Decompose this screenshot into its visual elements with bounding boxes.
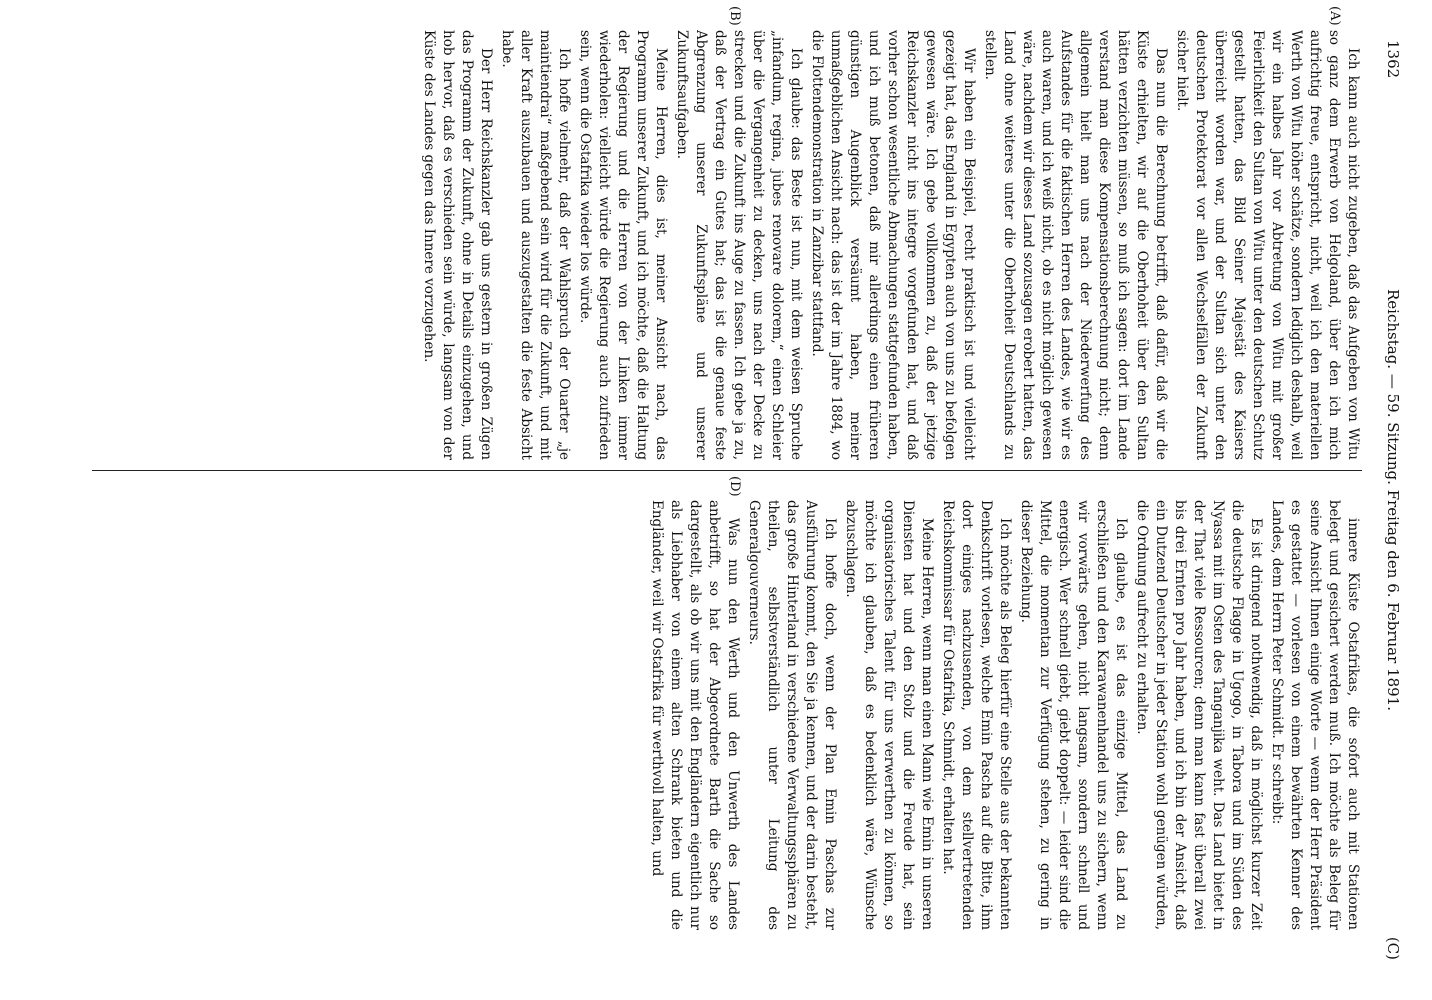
paragraph: Ich glaube, es ist das einzige Mittel, das Land zu erschließen und den Karawanenhandel uns zu sichern, wenn wir vorwärts gehen, nicht langsam, sondern schnell und energisch. Wer schnell giebt, giebt doppelt: — leider sind die Mittel, die momentan zur Verfügung stehen, zu gering in dieser Beziehung.	[1018, 500, 1129, 930]
text-column-right	[92, 500, 1362, 930]
paragraph: Ich hoffe vielmehr, daß der Wahlspruch der Ouarter „je maintiendrai“ maßgebend sein wird für die Zukunft, und mit aller Kraft auszubauen und auszugestalten die feste Absicht habe.	[499, 30, 572, 460]
paragraph: Ich hoffe doch, wenn der Plan Emin Paschas zur Ausführung kommt, den Sie ja kennen, und der darin besteht, das große Hinterland in verschiedene Verwaltungssphären zu theilen, selbstverständlich unter Leitung des Generalgouverneurs.	[746, 500, 838, 930]
paragraph: Der Herr Reichskanzler gab uns gestern in großen Zügen das Programm der Zukunft, ohne in Details einzugehen, und hob hervor, daß es verschieden sein würde, langsam von der Küste des Landes gegen das Innere vorzugehen.	[421, 30, 494, 460]
paragraph: Wir haben ein Beispiel, recht praktisch ist und vielleicht gezeigt hat, das England in Egypten auch von uns zu befolgen gewesen wäre. Ich gebe vollkommen zu, daß der jetzige Reichskanzler nicht ins integre vorgefunden hat, und daß vorher schon wesentliche Abmachungen stattgefunden haben, und ich muß betonen, daß mir allerdings einen früheren günstigen Augenblick versäumt haben, meiner unmaßgeblichen Ansicht nach: das ist der im Jahre 1884, wo die Flottendemonstration in Zanzibar stattfand.	[809, 30, 977, 460]
paragraph: Es ist dringend nothwendig, daß in möglichst kurzer Zeit die deutsche Flagge in Ugogo, in Tabora und im Süden des Nyassa mit im Osten des Tanganjika weht. Das Land bietet in der That viele Ressourcen; denn man kann fast überall zwei bis drei Ernten pro Jahr haben, und ich bin der Ansicht, daß ein Dutzend Deutscher in jeder Station wohl genügen würden, die Ordnung aufrecht zu erhalten.	[1134, 500, 1264, 930]
margin-mark-d: (D)	[727, 476, 742, 497]
paragraph: Ich möchte als Beleg hierfür eine Stelle aus der bekannten Denkschrift vorlesen, welche Emin Pascha auf die Bitte, ihm dort einiges nachzusenden, von dem stellvertretenden Reichskommissar für Ostafrika, Schmidt, erhalten hat.	[940, 500, 1013, 930]
paragraph: Ich kann auch nicht zugeben, daß das Aufgeben von Witu so ganz dem Erwerb von Helgoland, über den ich mich aufrichtig freue, entspricht, nicht, weil ich den materiellen Werth von Witu höher schätze, sondern lediglich deshalb, weil wir ein halbes Jahr vor Abtretung von Witu mit großer Feierlichkeit den Sultan von Witu unter den deutschen Schutz gestellt hatten, das Bild Seiner Majestät des Kaisers überreicht worden war, und der Sultan sich unter den deutschen Protektorat vor allen Wechselfällen der Zukunft sicher hielt.	[1174, 30, 1361, 460]
margin-mark-a: (A)	[1327, 6, 1342, 26]
paragraph: Was nun den Werth und den Unwerth des Landes anbetrifft, so hat der Abgeordnete Barth die Sache so dargestellt, als ob wir uns mit den Engländern eigentlich nur als Liebhaber von einem alten Schrank bieten und die Engländer, weil wir Ostafrika für werthvoll halten, und	[649, 500, 741, 930]
paragraph: Das nun die Berechnung betrifft, daß dafür, daß wir die Küste erhielten, wir auf die Oberhoheit über den Sultan hätten verzichten müssen, so muß ich sagen: dort im Lande verstand man diese Kompensationsberechnung nicht; denn allgemein hielt man uns nach der Niederwerfung des Aufstandes für die faktischen Herren des Landes, wie wir es auch waren, und ich weiß nicht, ob es nicht möglich gewesen wäre, nachdem wir dieses Land sozusagen erobert hatten, das Land ohne weiteres unter die Oberhoheit Deutschlands zu stellen.	[982, 30, 1169, 460]
margin-mark-c: (C)	[1384, 936, 1402, 960]
margin-mark-b: (B)	[727, 6, 742, 26]
column-divider	[92, 470, 1362, 471]
paragraph: Meine Herren, dies ist, meiner Ansicht nach, das Programm unserer Zukunft, und ich möchte, daß die Haltung der Regierung und die Herren von der Linken immer wiederholen: vielleicht würde die Regierung auch zufrieden sein, wenn die Ostafrika wieder los würde.	[577, 30, 669, 460]
text-column-left	[92, 30, 1362, 460]
paragraph: Meine Herren, wenn man einen Mann wie Emin in unseren Diensten hat und den Stolz und die Freude hat, sein organisatorisches Talent für uns verwerthen zu können, so möchte ich glauben, daß es bedenklich wäre, Wünsche abzuschlagen.	[843, 500, 935, 930]
paragraph: innere Küste Ostafrikas, die sofort auch mit Stationen belegt und gesichert werden muß. Ich möchte als Beleg für seine Ansicht Ihnen einige Worte — wenn der Herr Präsident es gestattet — vorlesen von einem bewährten Kenner des Landes, dem Herrn Peter Schmidt. Er schreibt:	[1269, 500, 1361, 930]
running-head: Reichstag. — 59. Sitzung. Freitag den 6. Februar 1891.	[1384, 289, 1402, 711]
digitization-note	[1418, 640, 1432, 1000]
paragraph: Ich glaube: das Beste ist nun, mit dem weisen Spruche „infandum, regina, jubes renovare dolorem,“ einen Schleier über die Vergangenheit zu decken, uns nach der Decke zu strecken und die Zukunft ins Auge zu fassen. Ich gebe ja zu, daß der Vertrag ein Gutes hat; das ist die genaue feste Abgrenzung unserer Zukunftspläne und unserer Zukunftsaufgaben.	[674, 30, 804, 460]
page-number: 1362	[1384, 40, 1402, 79]
page-header	[1372, 0, 1412, 1000]
